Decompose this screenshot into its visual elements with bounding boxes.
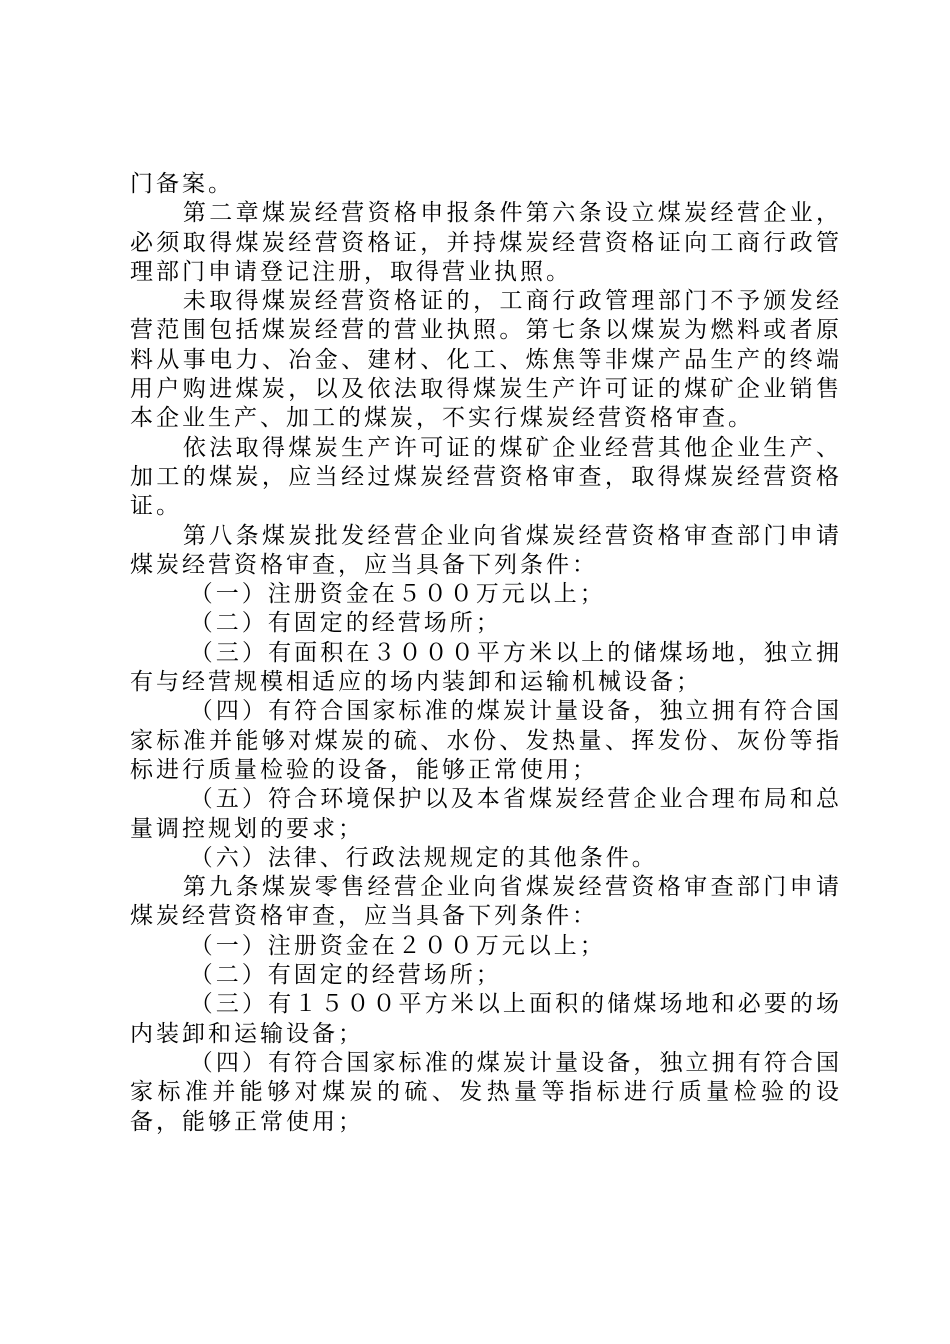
list-item: （二）有固定的经营场所； [189, 610, 502, 637]
list-item: （一）注册资金在５００万元以上； [189, 581, 606, 608]
list-item: （一）注册资金在２００万元以上； [189, 932, 606, 959]
list-item: （三）有面积在３０００平方米以上的储煤场地，独立拥有与经营规模相适应的场内装卸和运输机械设备； [130, 639, 842, 696]
list-item: （五）符合环境保护以及本省煤炭经营企业合理布局和总量调控规划的要求； [130, 786, 842, 842]
paragraph: 依法取得煤炭生产许可证的煤矿企业经营其他企业生产、加工的煤炭，应当经过煤炭经营资格审查，取得煤炭经营资格证。 [130, 434, 842, 520]
list-item: （四）有符合国家标准的煤炭计量设备，独立拥有符合国家标准并能够对煤炭的硫、水份、发热量、挥发份、灰份等指标进行质量检验的设备，能够正常使用； [130, 698, 842, 783]
list-item: （二）有固定的经营场所； [189, 962, 502, 989]
list-item: （六）法律、行政法规规定的其他条件。 [189, 844, 658, 871]
document-body [130, 170, 842, 1137]
paragraph: 门备案。 [130, 171, 234, 197]
paragraph: 未取得煤炭经营资格证的，工商行政管理部门不予颁发经营范围包括煤炭经营的营业执照。第七条以煤炭为燃料或者原料从事电力、冶金、建材、化工、炼焦等非煤产品生产的终端用户购进煤炭，以及依法取得煤炭生产许可证的煤矿企业销售本企业生产、加工的煤炭，不实行煤炭经营资格审查。 [130, 288, 842, 432]
list-item: （三）有１５００平方米以上面积的储煤场地和必要的场内装卸和运输设备； [130, 991, 842, 1047]
paragraph: 第二章煤炭经营资格申报条件第六条设立煤炭经营企业，必须取得煤炭经营资格证，并持煤炭经营资格证向工商行政管理部门申请登记注册，取得营业执照。 [130, 200, 842, 285]
list-item: （四）有符合国家标准的煤炭计量设备，独立拥有符合国家标准并能够对煤炭的硫、发热量等指标进行质量检验的设备，能够正常使用； [130, 1049, 842, 1135]
article-heading-paragraph: 第九条煤炭零售经营企业向省煤炭经营资格审查部门申请煤炭经营资格审查，应当具备下列条件： [130, 874, 842, 930]
article-heading-paragraph: 第八条煤炭批发经营企业向省煤炭经营资格审查部门申请煤炭经营资格审查，应当具备下列条件： [130, 522, 842, 578]
